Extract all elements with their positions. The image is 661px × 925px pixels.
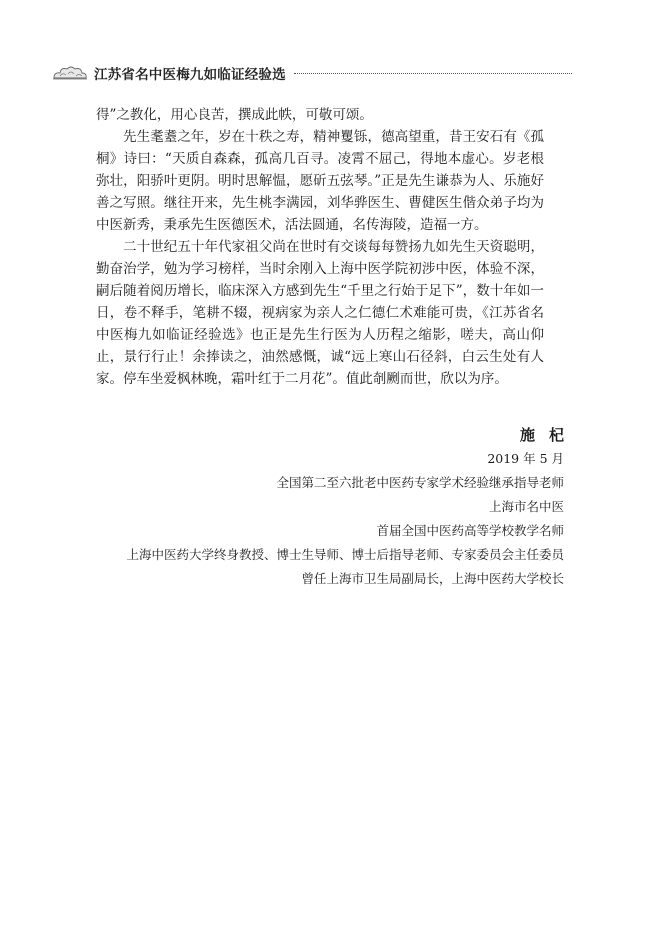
header-dotted-rule bbox=[294, 73, 572, 74]
author-title: 曾任上海市卫生局副局长，上海中医药大学校长 bbox=[301, 571, 564, 586]
running-header bbox=[52, 63, 572, 83]
preface-body bbox=[96, 104, 544, 390]
paragraph: 二十世纪五十年代家祖父尚在世时有交谈每每赞扬九如先生天资聪明，勤奋治学，勉为学习榜样，当时余刚入上海中医学院初涉中医，体验不深，嗣后随着阅历增长，临床深入方感到先生“千里之行始于足下”，数十年如一日，卷不释手，笔耕不辍，视病家为亲人之仁德仁术难能可贵，《江苏省名中医梅九如临证经验选》也正是先生行医为人历程之缩影，嗟夫，高山仰止，景行行止！余捧读之，油然感慨，诚“远上寒山石径斜，白云生处有人家。停车坐爱枫林晚，霜叶红于二月花”。值此剞劂而世，欣以为序。 bbox=[96, 239, 544, 387]
cloud-ornament-icon bbox=[52, 64, 88, 82]
paragraph: 先生耄耋之年，岁在十秩之寿，精神矍铄，德高望重，昔王安石有《孤桐》诗曰：“天质自森森，孤高几百寻。凌霄不屈己，得地本虚心。岁老根弥壮，阳骄叶更阴。明时思解愠，愿斫五弦琴。”正是先生谦恭为人、乐施好善之写照。继往开来，先生桃李满园，刘华骅医生、曹健医生偕众弟子均为中医新秀，秉承先生医德医术，活法圆通，名传海陵，造福一方。 bbox=[96, 129, 544, 233]
author-title: 上海市名中医 bbox=[488, 499, 564, 514]
paragraph-continuation: 得”之教化，用心良苦，撰成此帙，可敬可颂。 bbox=[96, 107, 373, 123]
author-title: 上海中医药大学终身教授、博士生导师、博士后指导老师、专家委员会主任委员 bbox=[126, 547, 564, 562]
signature-date: 2019 年 5 月 bbox=[487, 451, 564, 466]
running-header-title: 江苏省名中医梅九如临证经验选 bbox=[94, 67, 286, 83]
author-credits bbox=[104, 447, 564, 591]
author-title: 首届全国中医药高等学校教学名师 bbox=[376, 523, 564, 538]
author-title: 全国第二至六批老中医药专家学术经验继承指导老师 bbox=[276, 475, 564, 490]
author-signature: 施杞 bbox=[519, 426, 578, 444]
